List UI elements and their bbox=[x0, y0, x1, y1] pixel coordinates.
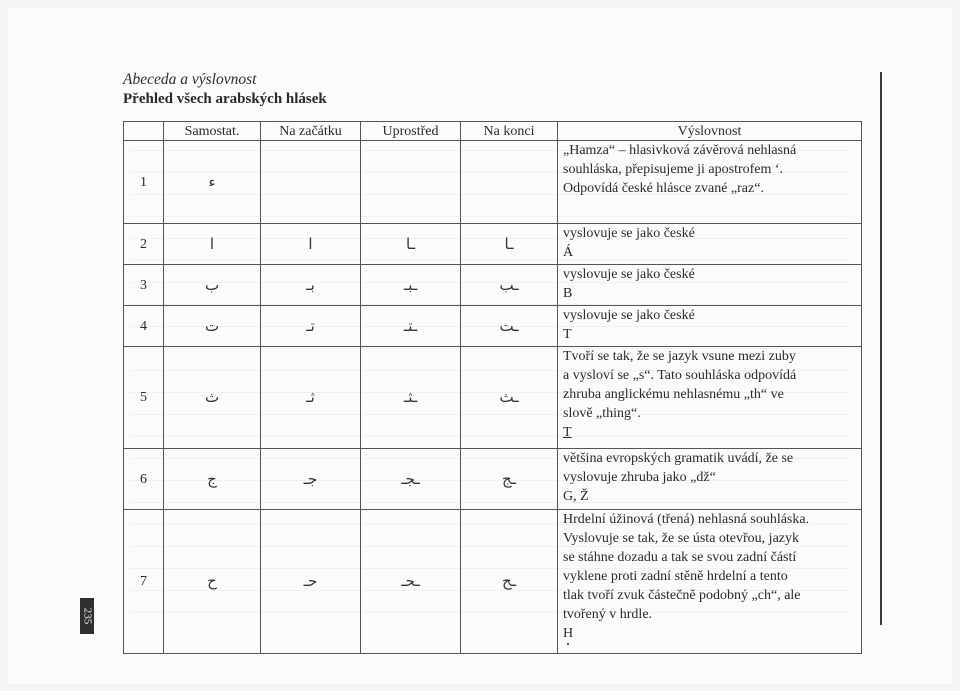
initial-form: بـ bbox=[261, 265, 361, 306]
row-number: 5 bbox=[124, 347, 164, 449]
col-header-initial: Na začátku bbox=[261, 122, 361, 141]
final-form: ـب bbox=[461, 265, 558, 306]
pronunciation-cell bbox=[558, 347, 862, 449]
final-form: ـا bbox=[461, 224, 558, 265]
table-row bbox=[124, 449, 862, 510]
pronunciation-text: tlak tvoří zvuk částečně podobný „ch“, ale bbox=[563, 588, 801, 603]
row-number: 2 bbox=[124, 224, 164, 265]
row-number: 3 bbox=[124, 265, 164, 306]
transliteration-line bbox=[563, 487, 859, 506]
col-header-isolated: Samostat. bbox=[164, 122, 261, 141]
pronunciation-cell bbox=[558, 449, 862, 510]
final-form: ـث bbox=[461, 347, 558, 449]
medial-form: ـا bbox=[361, 224, 461, 265]
pronunciation-text: tvořený v hrdle. bbox=[563, 607, 653, 622]
pronunciation-text: se stáhne dozadu a tak se svou zadní částí bbox=[563, 550, 797, 565]
pronunciation-text: vyslovuje se jako české bbox=[563, 267, 695, 282]
pronunciation-text: vyslovuje zhruba jako „dž“ bbox=[563, 470, 716, 485]
isolated-form: ث bbox=[164, 347, 261, 449]
transliteration-letter: T bbox=[563, 425, 572, 440]
pronunciation-cell bbox=[558, 224, 862, 265]
row-number: 7 bbox=[124, 510, 164, 654]
isolated-form: ج bbox=[164, 449, 261, 510]
isolated-form: ب bbox=[164, 265, 261, 306]
pronunciation-text: souhláska, přepisujeme ji apostrofem ‘. bbox=[563, 162, 784, 177]
col-header-number bbox=[124, 122, 164, 141]
margin-rule bbox=[880, 72, 882, 625]
table-row bbox=[124, 224, 862, 265]
transliteration-letter: G, Ž bbox=[563, 489, 589, 504]
transliteration-letter: H bbox=[563, 626, 574, 641]
section-title: Abeceda a výslovnost bbox=[123, 71, 257, 88]
table-row bbox=[124, 510, 862, 654]
pronunciation-cell bbox=[558, 141, 862, 224]
page-number-tab bbox=[80, 598, 94, 634]
medial-form: ـجـ bbox=[361, 449, 461, 510]
pronunciation-cell bbox=[558, 265, 862, 306]
row-number: 1 bbox=[124, 141, 164, 224]
medial-form: ـحـ bbox=[361, 510, 461, 654]
final-form: ـج bbox=[461, 449, 558, 510]
transliteration-line bbox=[563, 423, 859, 442]
table-row bbox=[124, 141, 862, 224]
pronunciation-text: slově „thing“. bbox=[563, 406, 641, 421]
initial-form: تـ bbox=[261, 306, 361, 347]
table-row bbox=[124, 347, 862, 449]
transliteration-line bbox=[563, 624, 859, 643]
table-row bbox=[124, 265, 862, 306]
transliteration-line bbox=[563, 284, 859, 303]
initial-form: حـ bbox=[261, 510, 361, 654]
medial-form bbox=[361, 141, 461, 224]
final-form bbox=[461, 141, 558, 224]
pronunciation-cell bbox=[558, 510, 862, 654]
transliteration-line bbox=[563, 243, 859, 262]
isolated-form: ء bbox=[164, 141, 261, 224]
initial-form: ثـ bbox=[261, 347, 361, 449]
row-number: 6 bbox=[124, 449, 164, 510]
table-header-row bbox=[124, 122, 862, 141]
pronunciation-text: Tvoří se tak, že se jazyk vsune mezi zuby bbox=[563, 349, 796, 364]
medial-form: ـبـ bbox=[361, 265, 461, 306]
isolated-form: ت bbox=[164, 306, 261, 347]
initial-form: جـ bbox=[261, 449, 361, 510]
col-header-pronunciation: Výslovnost bbox=[558, 122, 862, 141]
pronunciation-text: vyslovuje se jako české bbox=[563, 226, 695, 241]
final-form: ـت bbox=[461, 306, 558, 347]
col-header-medial: Uprostřed bbox=[361, 122, 461, 141]
page-subtitle: Přehled všech arabských hlásek bbox=[123, 91, 327, 107]
initial-form: ا bbox=[261, 224, 361, 265]
row-number: 4 bbox=[124, 306, 164, 347]
pronunciation-text: Odpovídá české hlásce zvané „raz“. bbox=[563, 181, 764, 196]
pronunciation-text: většina evropských gramatik uvádí, že se bbox=[563, 451, 794, 466]
col-header-final: Na konci bbox=[461, 122, 558, 141]
arabic-letters-table bbox=[123, 121, 862, 654]
pronunciation-text: Hrdelní úžinová (třená) nehlasná souhláska. bbox=[563, 512, 810, 527]
pronunciation-text: vyslovuje se jako české bbox=[563, 308, 695, 323]
initial-form bbox=[261, 141, 361, 224]
page-number: 235 bbox=[81, 607, 93, 625]
isolated-form: ا bbox=[164, 224, 261, 265]
isolated-form: ح bbox=[164, 510, 261, 654]
pronunciation-text: „Hamza“ – hlasivková závěrová nehlasná bbox=[563, 143, 797, 158]
final-form: ـح bbox=[461, 510, 558, 654]
pronunciation-text: vyklene proti zadní stěně hrdelní a tento bbox=[563, 569, 788, 584]
pronunciation-text: Vyslovuje se tak, že se ústa otevřou, jazyk bbox=[563, 531, 799, 546]
pronunciation-cell bbox=[558, 306, 862, 347]
transliteration-line bbox=[563, 325, 859, 344]
transliteration-letter: T bbox=[563, 327, 572, 342]
transliteration-letter: Á bbox=[563, 245, 574, 260]
medial-form: ـثـ bbox=[361, 347, 461, 449]
pronunciation-text: zhruba anglickému nehlasnému „th“ ve bbox=[563, 387, 784, 402]
medial-form: ـتـ bbox=[361, 306, 461, 347]
pronunciation-text: a vysloví se „s“. Tato souhláska odpovídá bbox=[563, 368, 797, 383]
table-row bbox=[124, 306, 862, 347]
transliteration-letter: B bbox=[563, 286, 573, 301]
